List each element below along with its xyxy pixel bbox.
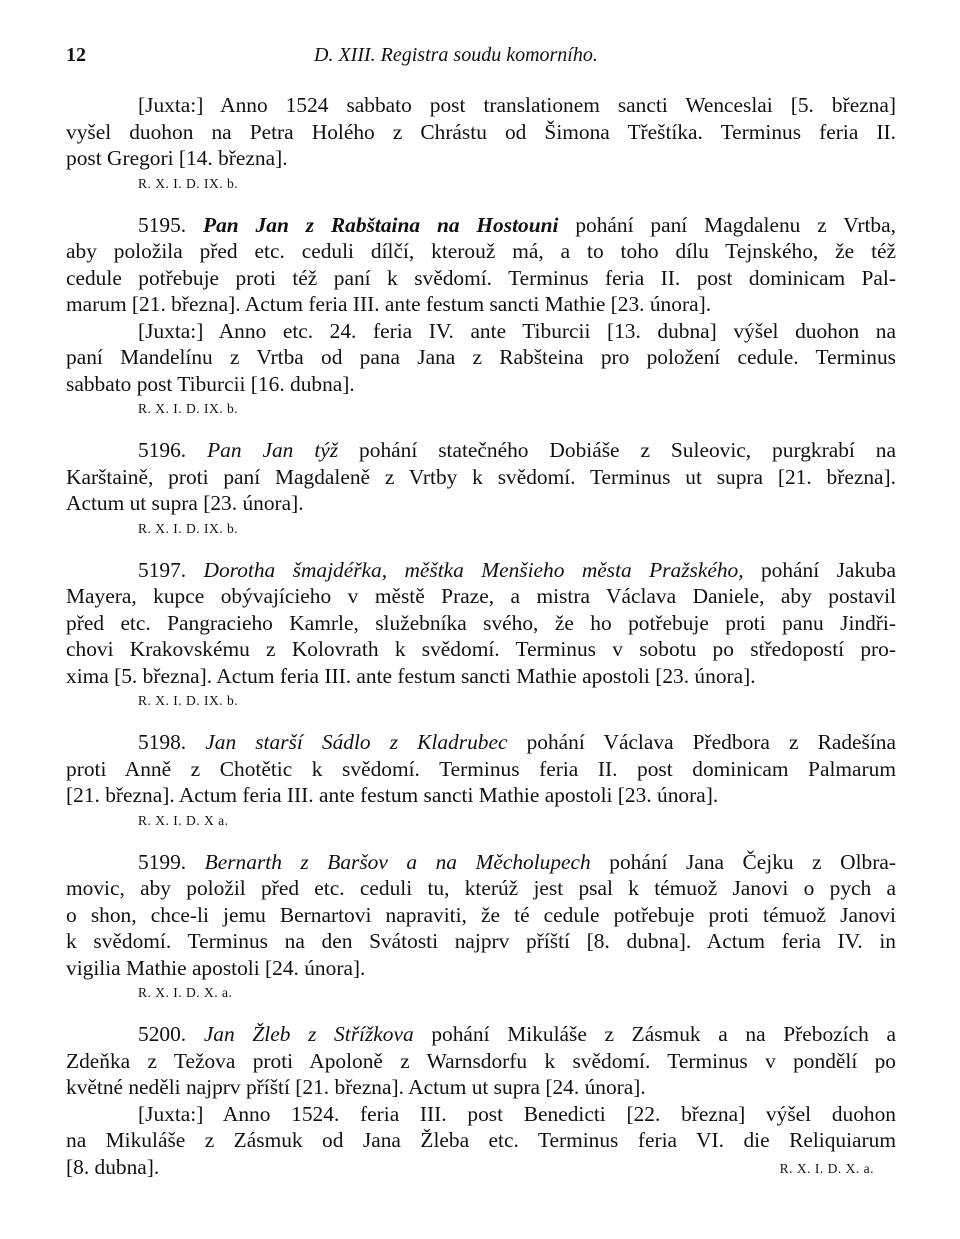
text-line: proti Anně z Chotětic k svědomí. Terminus feria II. post dominicam Palmarum [66,756,896,781]
text-line: cedule potřebuje proti též paní k svědomí. Terminus feria II. post dominicam Pal- [66,265,896,290]
text-line: vigilia Mathie apostoli [24. února]. [66,955,366,980]
archive-reference: R. X. I. D. IX. b. [138,401,239,416]
page-header [66,44,896,74]
entry-number: 5200. [138,1022,187,1046]
text-line: Zdeňka z Težova proti Apoloně z Warnsdorfu k svědomí. Terminus v pondělí po [66,1048,896,1073]
entry-party: Bernarth z Baršov a na Měcholupech [204,849,591,874]
entry-5198 [66,729,896,833]
archive-reference: R. X. I. D. IX. b. [138,520,239,536]
entry-text: pohání Jana Čejku z Olbra- [609,849,896,874]
text-line: marum [21. března]. Actum feria III. ante festum sancti Mathie [23. února]. [66,292,712,316]
entry-party: Jan starší Sádlo z Kladrubec [205,730,508,754]
text-line: na Mikuláše z Zásmuk od Jana Žleba etc. Terminus feria VI. die Reliquiarum [66,1128,896,1152]
archive-reference: R. X. I. D. X. a. [138,985,233,1000]
page-number: 12 [66,44,86,66]
archive-reference: R. X. I. D. IX. b. [138,693,239,708]
text-line: Actum ut supra [23. února]. [66,491,304,515]
text-line: sabbato post Tiburcii [16. dubna]. [66,371,355,396]
entry-number: 5195. [138,212,187,237]
text-line: Mayera, kupce obývajícieho v městě Praze, a mistra Václava Daniele, aby postavil [66,584,896,608]
text-line: k svědomí. Terminus na den Svátosti najprv příští [8. dubna]. Actum feria IV. in [66,929,896,953]
text-line [66,437,896,464]
entry-text: pohání Jakuba [760,557,896,582]
entry-party: Jan Žleb z Střížkova [203,1022,414,1046]
text-line [66,729,896,756]
text-line: [Juxta:] Anno 1524 sabbato post translationem sancti Wenceslai [5. března] [138,93,896,117]
text-line: [21. března]. Actum feria III. ante festum sancti Mathie apostoli [23. února]. [66,783,719,807]
entry-5199 [66,849,896,1006]
text-line: [Juxta:] Anno etc. 24. feria IV. ante Tiburcii [13. dubna] výšel duohon na [138,318,896,343]
entry-party: Pan Jan z Rabštaina na Hostouni [203,212,559,237]
entry-text: pohání Mikuláše z Zásmuk a na Přebozích a [431,1022,896,1046]
entry-5200 [66,1021,896,1101]
text-line: [Juxta:] Anno 1524. feria III. post Benedicti [22. března] výšel duohon [138,1101,896,1126]
entry-number: 5199. [138,849,187,874]
juxta-paragraph [66,1101,896,1181]
entry-number: 5198. [138,730,187,754]
text-line: movic, aby položil před etc. ceduli tu, kterúž jest psal k témuož Janovi o pych a [66,876,896,900]
juxta-paragraph [66,92,896,196]
text-line: vyšel duohon na Petra Holého z Chrástu od Šimona Třeštíka. Terminus feria II. [66,119,896,144]
entry-text: pohání paní Magdalenu z Vrtba, [575,212,896,237]
text-line: květné neděli najprv příští [21. března]. Actum ut supra [24. února]. [66,1075,646,1099]
archive-reference: R. X. I. D. X a. [138,812,229,828]
entry-5195 [66,212,896,318]
text-line [66,212,896,239]
running-title: D. XIII. Registra soudu komorního. [314,44,598,66]
text-line: xima [5. března]. Actum feria III. ante festum sancti Mathie apostoli [23. února]. [66,663,756,688]
text-line [66,557,896,584]
text-line [66,1154,896,1181]
entry-party: Pan Jan týž [207,438,339,462]
text-line: chovi Krakovskému z Kolovrath k svědomí. Terminus v sobotu po středopostí pro- [66,637,896,661]
text-line: paní Mandelínu z Vrtba od pana Jana z Rabšteina pro položení cedule. Terminus [66,345,896,369]
text-line: post Gregori [14. března]. [66,146,288,170]
text-line [66,849,896,876]
juxta-paragraph [66,318,896,422]
text-line: aby položila před etc. ceduli dílčí, kterouž má, a to toho dílu Tejnského, že též [66,239,896,263]
entry-number: 5196. [138,438,187,462]
archive-reference: R. X. I. D. IX. b. [138,175,239,191]
archive-reference: R. X. I. D. X. a. [779,1160,874,1176]
entry-text: pohání statečného Dobiáše z Suleovic, purgkrabí na [359,438,896,462]
text-line: o shon, chce-li jemu Bernartovi napraviti, že té cedule potřebuje proti témuož Janovi [66,902,896,927]
text-line-content: [8. dubna]. [66,1154,160,1179]
text-line: před etc. Pangracieho Kamrle, služebníka svého, že ho potřebuje proti panu Jindři- [66,610,896,635]
entry-5196 [66,437,896,541]
text-line: Karštaině, proti paní Magdaleně z Vrtby k svědomí. Terminus ut supra [21. března]. [66,464,896,489]
entry-5197 [66,557,896,714]
entry-text: pohání Václava Předbora z Radešína [526,730,896,754]
entry-party: Dorotha šmajdéřka, měštka Menšieho města Pražského, [203,557,744,582]
entry-number: 5197. [138,557,187,582]
text-line [66,1021,896,1048]
page-body [66,92,896,1180]
